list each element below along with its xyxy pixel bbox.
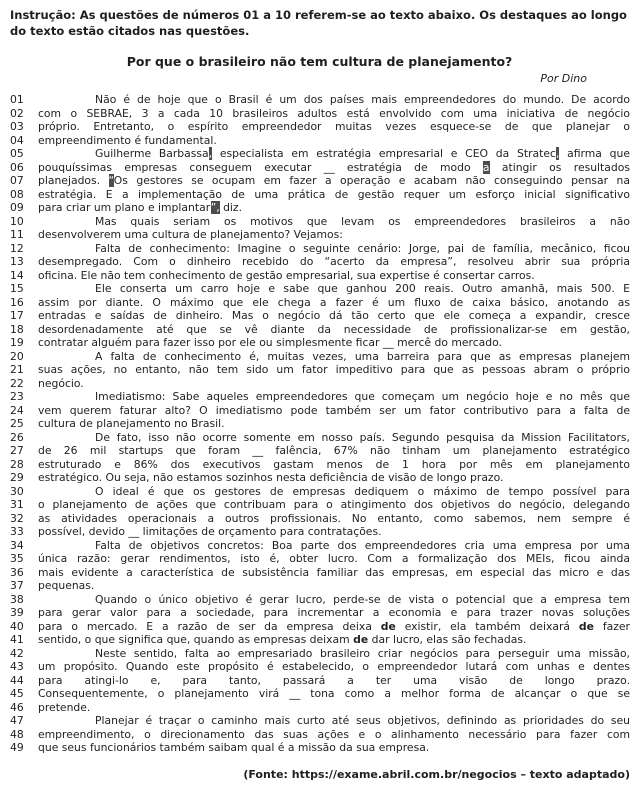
- paragraph-indent: [38, 224, 95, 225]
- line-number: 12: [10, 241, 24, 255]
- line-text: [38, 147, 630, 161]
- line-text: [38, 485, 630, 499]
- line-text: [38, 431, 630, 445]
- paragraph-indent: [38, 399, 95, 400]
- text-line: [10, 579, 630, 593]
- line-text: [38, 566, 630, 580]
- line-text: [38, 498, 630, 512]
- line-number: 14: [10, 268, 24, 282]
- text-line: [10, 215, 630, 229]
- text-line: [10, 161, 630, 175]
- line-number: 15: [10, 282, 24, 295]
- line-number: 02: [10, 106, 24, 120]
- text-line: [10, 336, 630, 350]
- text-segment: possível, devido __ limitações de orçamento para contratações.: [38, 525, 382, 538]
- text-line: [10, 377, 630, 391]
- line-number: 25: [10, 417, 24, 430]
- text-segment: Não é de hoje que o Brasil é um dos países mais empreendedores do mundo. De acordo: [95, 93, 630, 106]
- text-segment: com o SEBRAE, 3 a cada 10 brasileiros adultos está envolvido com uma iniciativa de negócio: [38, 106, 630, 120]
- text-line: [10, 444, 630, 458]
- text-line: [10, 539, 630, 553]
- text-segment: o planejamento de ações que contribuam para o atingimento dos objetivos do negócio, delegando: [38, 498, 630, 511]
- line-number: 34: [10, 538, 24, 552]
- text-line: [10, 552, 630, 566]
- line-text: [38, 120, 630, 134]
- text-line: [10, 471, 630, 485]
- text-segment: Consequentemente, o planejamento virá __ tona como a melhor forma de alcançar o que se: [38, 687, 630, 700]
- line-text: [38, 255, 630, 269]
- line-text: [38, 647, 630, 661]
- text-line: [10, 525, 630, 539]
- line-number: 22: [10, 376, 24, 390]
- line-number: 20: [10, 349, 24, 363]
- line-number: 43: [10, 660, 24, 673]
- text-line: [10, 593, 630, 607]
- text-line: [10, 431, 630, 445]
- text-segment: estruturado e 86% dos executivos gastam menos de 1 hora por mês em planejamento: [38, 457, 630, 471]
- bold-text: de: [380, 619, 396, 633]
- line-number: 19: [10, 336, 24, 349]
- line-text: [38, 269, 630, 283]
- line-number: 38: [10, 592, 24, 606]
- line-number: 36: [10, 565, 24, 579]
- line-number: 45: [10, 687, 24, 700]
- text-segment: Planejar é traçar o caminho mais curto até seus objetivos, definindo as prioridades do seu: [95, 714, 630, 727]
- line-text: [38, 377, 630, 391]
- text-segment: existir, ela também deixará: [395, 619, 579, 633]
- text-segment: fazer: [593, 619, 630, 633]
- line-text: [38, 336, 630, 350]
- line-text: [38, 161, 630, 175]
- line-number: 18: [10, 322, 24, 336]
- text-line: [10, 134, 630, 148]
- text-line: [10, 566, 630, 580]
- text-segment: suas ações, no entanto, não tem sido um fator impeditivo para que as pessoas abram o próprio: [38, 363, 630, 376]
- text-segment: que seus funcionários também saibam qual é a missão da sua empresa.: [38, 741, 430, 754]
- highlighted-text: ”,: [210, 201, 220, 214]
- line-number: 08: [10, 187, 24, 201]
- line-number: 21: [10, 363, 24, 376]
- line-text: [38, 174, 630, 188]
- line-text: [38, 701, 630, 715]
- line-number: 31: [10, 498, 24, 511]
- line-number: 07: [10, 174, 24, 187]
- text-segment: especialista em estratégia empresarial e CEO da Stratec: [212, 147, 556, 160]
- text-segment: para gerar valor para a sociedade, para incrementar a economia e para trazer novas soluções: [38, 606, 630, 619]
- text-segment: negócio.: [38, 376, 84, 390]
- text-segment: pouquíssimas empresas conseguem executar __ estratégia de modo: [38, 160, 483, 174]
- text-segment: desordenadamente até que se vê diante da necessidade de profissionalizar-se em gestão,: [38, 322, 630, 336]
- line-number: 16: [10, 295, 24, 309]
- line-number: 41: [10, 633, 24, 646]
- text-line: [10, 242, 630, 256]
- text-segment: empreendimento é fundamental.: [38, 133, 217, 147]
- text-segment: Mas quais seriam os motivos que levam os empreendedores brasileiros a não: [95, 214, 630, 228]
- line-text: [38, 674, 630, 688]
- line-text: [38, 539, 630, 553]
- text-segment: única razão: gerar rendimentos, isto é, obter lucro. Com a formalização dos MEIs, ficou ainda: [38, 552, 630, 565]
- text-segment: O ideal é que os gestores de empresas dediquem o máximo de tempo possível para: [95, 484, 630, 498]
- line-number: 05: [10, 147, 24, 160]
- line-text: [38, 363, 630, 377]
- line-text: [38, 458, 630, 472]
- highlighted-text: “: [108, 174, 114, 187]
- source-citation: (Fonte: https://exame.abril.com.br/negocios – texto adaptado): [243, 767, 630, 781]
- text-segment: Os gestores se ocupam em fazer a operação e acabam não conseguindo pensar na: [113, 174, 630, 187]
- line-text: [38, 444, 630, 458]
- line-text: [38, 633, 630, 647]
- text-segment: afirma que: [559, 147, 630, 160]
- line-number: 48: [10, 727, 24, 741]
- line-text: [38, 525, 630, 539]
- line-number: 03: [10, 120, 24, 133]
- line-number: 47: [10, 714, 24, 727]
- line-text: [38, 323, 630, 337]
- text-line: [10, 201, 630, 215]
- text-line: [10, 390, 630, 404]
- text-line: [10, 687, 630, 701]
- text-line: [10, 485, 630, 499]
- line-text: [38, 687, 630, 701]
- line-text: [38, 471, 630, 485]
- line-number: 49: [10, 741, 24, 754]
- byline: Por Dino: [540, 72, 587, 85]
- text-line: [10, 350, 630, 364]
- text-segment: estratégia. E a implementação de uma prática de gestão requer um esforço inicial significativo: [38, 187, 630, 201]
- line-text: [38, 579, 630, 593]
- paragraph-indent: [38, 251, 95, 252]
- text-line: [10, 674, 630, 688]
- text-line: [10, 296, 630, 310]
- line-number: 44: [10, 673, 24, 687]
- text-line: [10, 363, 630, 377]
- text-line: [10, 255, 630, 269]
- text-segment: dar lucro, elas são fechadas.: [368, 633, 527, 646]
- text-lines: [0, 93, 639, 755]
- line-text: [38, 620, 630, 634]
- text-segment: mais evidente a característica de subsistência familiar das empresas, em especial das micro e das: [38, 565, 630, 579]
- line-text: [38, 201, 630, 215]
- line-number: 42: [10, 646, 24, 660]
- text-line: [10, 228, 630, 242]
- line-number: 32: [10, 511, 24, 525]
- line-number: 10: [10, 214, 24, 228]
- line-text: [38, 215, 630, 229]
- text-line: [10, 512, 630, 526]
- line-number: 11: [10, 228, 24, 241]
- paragraph-indent: [38, 359, 95, 360]
- text-segment: oficina. Ele não tem conhecimento de gestão empresarial, sua expertise é consertar carros.: [38, 268, 535, 282]
- text-line: [10, 323, 630, 337]
- text-line: [10, 660, 630, 674]
- line-text: [38, 228, 630, 242]
- line-number: 29: [10, 471, 24, 484]
- line-number: 28: [10, 457, 24, 471]
- text-line: [10, 404, 630, 418]
- text-segment: Falta de objetivos concretos: Boa parte dos empreendedores cria uma empresa por uma: [95, 538, 630, 552]
- text-segment: Guilherme Barbassa: [95, 147, 209, 160]
- paragraph-indent: [38, 440, 95, 441]
- line-text: [38, 660, 630, 674]
- text-line: [10, 714, 630, 728]
- text-segment: um propósito. Quando este propósito é estabelecido, o empreendedor lutará com unhas e dentes: [38, 660, 630, 673]
- highlighted-text: ,: [555, 147, 560, 160]
- text-line: [10, 147, 630, 161]
- line-text: [38, 350, 630, 364]
- text-segment: próprio. Entretanto, o espírito empreendedor muitas vezes esquece-se de que planejar o: [38, 120, 630, 133]
- line-number: 27: [10, 444, 24, 457]
- text-segment: para criar um plano e implantar: [38, 201, 211, 214]
- text-segment: cultura de planejamento no Brasil.: [38, 417, 225, 430]
- paragraph-indent: [38, 723, 95, 724]
- paragraph-indent: [38, 602, 95, 603]
- line-text: [38, 606, 630, 620]
- text-segment: desenvolverem uma cultura de planejamento? Vejamos:: [38, 228, 343, 241]
- line-number: 39: [10, 606, 24, 619]
- highlighted-text: a: [482, 160, 490, 174]
- line-text: [38, 714, 630, 728]
- text-segment: Ele conserta um carro hoje e sabe que ganhou 200 reais. Outro amanhã, mais 500. E: [95, 282, 630, 295]
- text-segment: de 26 mil startups que foram __ falência, 67% não tinham um planejamento estratégico: [38, 444, 630, 457]
- text-line: [10, 282, 630, 296]
- line-number: 09: [10, 201, 24, 214]
- text-segment: para atingi-lo e, para tanto, passará a ter uma visão de longo prazo.: [38, 673, 630, 687]
- line-text: [38, 404, 630, 418]
- text-line: [10, 701, 630, 715]
- text-line: [10, 606, 630, 620]
- line-text: [38, 296, 630, 310]
- line-text: [38, 512, 630, 526]
- bold-text: de: [578, 619, 594, 633]
- line-number: 04: [10, 133, 24, 147]
- text-segment: Imediatismo: Sabe aqueles empreendedores que começam um negócio hoje e no mês que: [95, 390, 630, 403]
- line-number: 23: [10, 390, 24, 403]
- text-segment: De fato, isso não ocorre somente em nosso país. Segundo pesquisa da Mission Facilitators,: [95, 430, 630, 444]
- text-line: [10, 120, 630, 134]
- text-line: [10, 633, 630, 647]
- page-title: Por que o brasileiro não tem cultura de planejamento?: [126, 54, 513, 69]
- text-line: [10, 728, 630, 742]
- text-segment: Neste sentido, falta ao empresariado brasileiro criar negócios para perseguir uma missão,: [95, 646, 630, 660]
- paragraph-indent: [38, 656, 95, 657]
- text-line: [10, 188, 630, 202]
- text-segment: atingir os resultados: [489, 160, 630, 174]
- text-line: [10, 741, 630, 755]
- line-text: [38, 741, 630, 755]
- line-number: 06: [10, 160, 24, 174]
- text-segment: planejados.: [38, 174, 109, 187]
- text-segment: para o mercado. E a razão de ser da empresa deixa: [38, 619, 381, 633]
- line-number: 13: [10, 255, 24, 268]
- line-text: [38, 552, 630, 566]
- text-segment: contratar alguém para fazer isso por ele ou simplesmente ficar __ mercê do mercado.: [38, 336, 502, 349]
- line-number: 37: [10, 579, 24, 592]
- line-text: [38, 282, 630, 296]
- line-number: 33: [10, 525, 24, 538]
- text-line: [10, 417, 630, 431]
- text-line: [10, 309, 630, 323]
- line-number: 35: [10, 552, 24, 565]
- line-number: 30: [10, 484, 24, 498]
- paragraph-indent: [38, 548, 95, 549]
- text-segment: estratégico. Ou seja, não estamos sozinhos nesta deficiência de visão de longo prazo.: [38, 471, 504, 484]
- paragraph-indent: [38, 156, 95, 157]
- line-number: 01: [10, 93, 24, 106]
- text-line: [10, 107, 630, 121]
- instruction-text: Instrução: As questões de números 01 a 10 referem-se ao texto abaixo. Os destaques ao longo do texto estão citados nas questões.: [10, 8, 627, 38]
- line-text: [38, 309, 630, 323]
- text-line: [10, 269, 630, 283]
- text-segment: diz.: [219, 201, 243, 214]
- text-segment: empreendimento, o direcionamento das suas ações e o alinhamento necessário para fazer com: [38, 727, 630, 741]
- text-segment: Falta de conhecimento: Imagine o seguinte cenário: Jorge, pai de família, mecânico, ficou: [95, 241, 630, 255]
- text-line: [10, 458, 630, 472]
- paragraph-indent: [38, 291, 95, 292]
- line-text: [38, 728, 630, 742]
- text-segment: desempregado. Com o dinheiro recebido do “acerto da empresa”, resolveu abrir sua própria: [38, 255, 630, 268]
- line-number: 17: [10, 309, 24, 322]
- line-text: [38, 390, 630, 404]
- text-line: [10, 647, 630, 661]
- line-text: [38, 107, 630, 121]
- text-line: [10, 93, 630, 107]
- text-line: [10, 620, 630, 634]
- text-segment: assim por diante. O máximo que ele chega a fazer é um fluxo de caixa básico, anotando as: [38, 295, 630, 309]
- line-number: 24: [10, 403, 24, 417]
- text-segment: pequenas.: [38, 579, 95, 592]
- line-text: [38, 93, 630, 107]
- line-number: 46: [10, 700, 24, 714]
- paragraph-indent: [38, 102, 95, 103]
- text-segment: vem querem faturar alto? O imediatismo pode também ser um fator contributivo para a falta de: [38, 403, 630, 417]
- text-segment: Quando o único objetivo é gerar lucro, perde-se de vista o potencial que a empresa tem: [95, 592, 630, 606]
- line-text: [38, 593, 630, 607]
- text-segment: pretende.: [38, 700, 91, 714]
- bold-text: de: [353, 633, 369, 646]
- line-text: [38, 134, 630, 148]
- line-text: [38, 417, 630, 431]
- line-number: 26: [10, 430, 24, 444]
- highlighted-text: ,: [208, 147, 213, 160]
- paragraph-indent: [38, 494, 95, 495]
- text-segment: sentido, o que significa que, quando as empresas deixam: [38, 633, 354, 646]
- line-text: [38, 242, 630, 256]
- text-segment: as atividades operacionais a outros profissionais. No entanto, como sabemos, nem sempre é: [38, 511, 630, 525]
- text-line: [10, 498, 630, 512]
- text-line: [10, 174, 630, 188]
- text-segment: A falta de conhecimento é, muitas vezes, uma barreira para que as empresas planejem: [95, 349, 630, 363]
- line-text: [38, 188, 630, 202]
- line-number: 40: [10, 619, 24, 633]
- text-segment: entradas e saídas de dinheiro. Mas o negócio dá tão certo que ele começa a expandir, cresce: [38, 309, 630, 322]
